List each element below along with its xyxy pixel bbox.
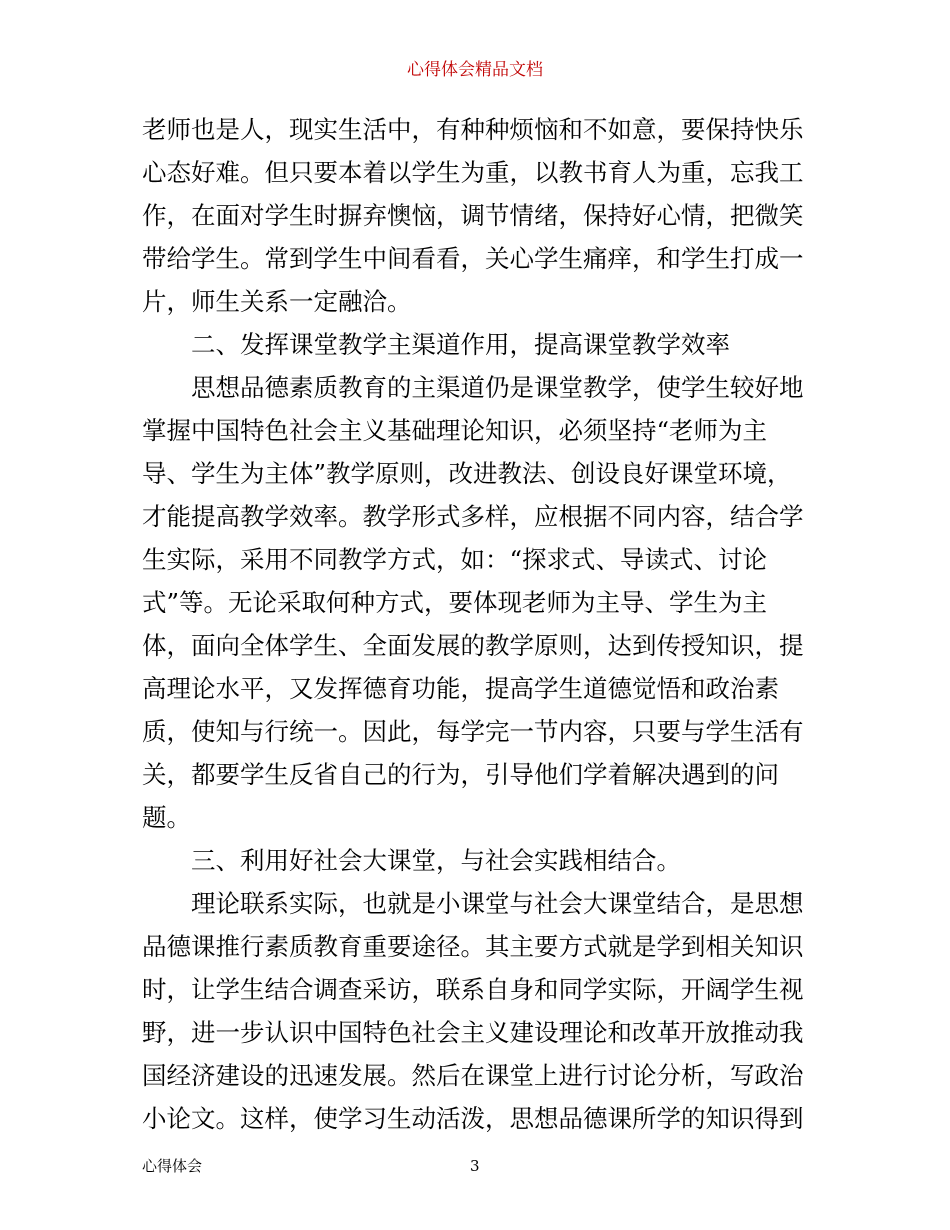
text-line: 掌握中国特色社会主义基础理论知识，必须坚持“老师为主 xyxy=(142,416,768,445)
text-line: 关，都要学生反省自己的行为，引导他们学着解决遇到的问 xyxy=(142,760,779,789)
paragraph-first-line: 思想品德素质教育的主渠道仍是课堂教学，使学生较好地 xyxy=(191,373,804,402)
text-line: 高理论水平，又发挥德育功能，提高学生道德觉悟和政治素 xyxy=(142,674,779,703)
text-line: 生实际，采用不同教学方式，如：“探求式、导读式、讨论 xyxy=(142,545,768,574)
page-header-title: 心得体会精品文档 xyxy=(407,60,543,80)
text-line: 作，在面对学生时摒弃懊恼，调节情绪，保持好心情，把微笑 xyxy=(142,201,804,230)
document-body xyxy=(142,108,812,1140)
text-line: 题。 xyxy=(142,803,191,832)
text-line: 野，进一步认识中国特色社会主义建设理论和改革开放推动我 xyxy=(142,1018,804,1047)
text-line: 导、学生为主体”教学原则，改进教法、创设良好课堂环境， xyxy=(142,459,792,488)
text-line: 式”等。无论采取何种方式，要体现老师为主导、学生为主 xyxy=(142,588,768,617)
text-line: 带给学生。常到学生中间看看，关心学生痛痒，和学生打成一 xyxy=(142,244,804,273)
text-line: 体，面向全体学生、全面发展的教学原则，达到传授知识，提 xyxy=(142,631,804,660)
text-line: 国经济建设的迅速发展。然后在课堂上进行讨论分析，写政治 xyxy=(142,1061,804,1090)
text-line: 才能提高教学效率。教学形式多样，应根据不同内容，结合学 xyxy=(142,502,804,531)
paragraph-first-line: 理论联系实际，也就是小课堂与社会大课堂结合，是思想 xyxy=(191,889,804,918)
paragraph-first-line: 二、发挥课堂教学主渠道作用，提高课堂教学效率 xyxy=(191,330,730,359)
text-line: 时，让学生结合调查采访，联系自身和同学实际，开阔学生视 xyxy=(142,975,804,1004)
text-line: 老师也是人，现实生活中，有种种烦恼和不如意，要保持快乐 xyxy=(142,115,804,144)
paragraph-first-line: 三、利用好社会大课堂，与社会实践相结合。 xyxy=(191,846,681,875)
text-line: 心态好难。但只要本着以学生为重，以教书育人为重，忘我工 xyxy=(142,158,804,187)
text-line: 品德课推行素质教育重要途径。其主要方式就是学到相关知识 xyxy=(142,932,804,961)
text-line: 片，师生关系一定融洽。 xyxy=(142,287,412,316)
page-number: 3 xyxy=(470,1157,480,1175)
text-line: 小论文。这样，使学习生动活泼，思想品德课所学的知识得到 xyxy=(142,1104,804,1133)
footer-label: 心得体会 xyxy=(142,1157,203,1175)
text-line: 质，使知与行统一。因此，每学完一节内容，只要与学生活有 xyxy=(142,717,804,746)
